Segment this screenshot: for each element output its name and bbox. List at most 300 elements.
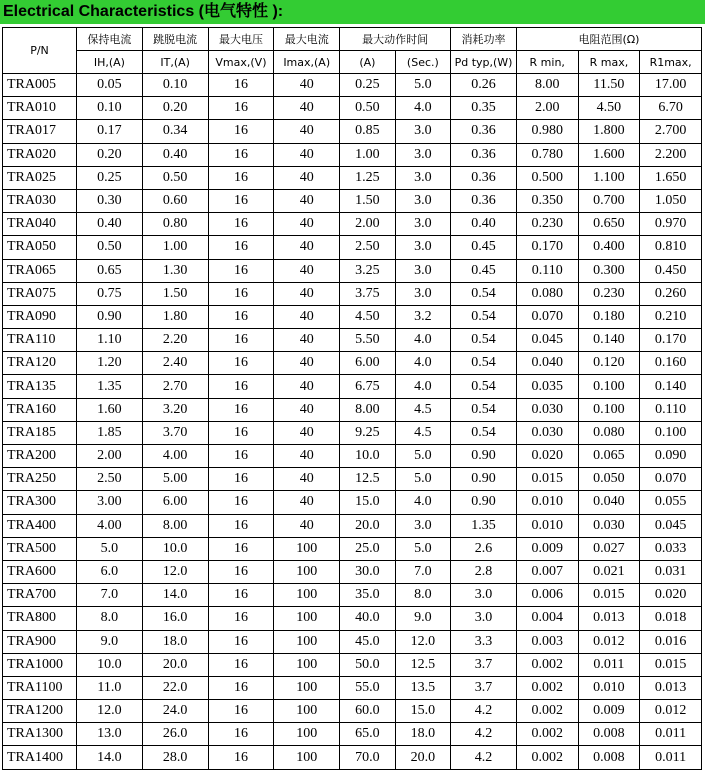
header-unit-trip-seconds: (Sec.) <box>395 51 451 74</box>
table-cell: 20.0 <box>395 746 451 769</box>
table-cell: 0.36 <box>451 189 517 212</box>
table-cell: 1.60 <box>77 398 143 421</box>
table-cell: 16 <box>208 213 274 236</box>
table-cell: 0.54 <box>451 305 517 328</box>
table-row <box>3 723 702 746</box>
part-number-cell: TRA020 <box>3 143 77 166</box>
table-cell: 4.50 <box>578 97 640 120</box>
table-cell: 1.25 <box>340 166 396 189</box>
table-cell: 0.012 <box>640 700 702 723</box>
table-cell: 11.0 <box>77 676 143 699</box>
table-cell: 5.0 <box>395 468 451 491</box>
table-cell: 0.010 <box>516 491 578 514</box>
table-cell: 15.0 <box>395 700 451 723</box>
table-cell: 16 <box>208 305 274 328</box>
header-max-voltage: 最大电压 <box>208 28 274 51</box>
table-cell: 13.5 <box>395 676 451 699</box>
header-unit-trip-current: (A) <box>340 51 396 74</box>
table-cell: 70.0 <box>340 746 396 769</box>
table-cell: 4.0 <box>395 97 451 120</box>
header-pn: P/N <box>3 28 77 74</box>
table-cell: 3.0 <box>395 166 451 189</box>
table-cell: 14.0 <box>142 584 208 607</box>
table-cell: 16 <box>208 352 274 375</box>
table-cell: 0.100 <box>578 398 640 421</box>
part-number-cell: TRA120 <box>3 352 77 375</box>
part-number-cell: TRA090 <box>3 305 77 328</box>
part-number-cell: TRA005 <box>3 74 77 97</box>
table-cell: 100 <box>274 746 340 769</box>
table-cell: 40 <box>274 97 340 120</box>
table-cell: 16 <box>208 537 274 560</box>
table-row <box>3 514 702 537</box>
header-power-dissipation: 消耗功率 <box>451 28 517 51</box>
table-cell: 2.70 <box>142 375 208 398</box>
table-cell: 2.6 <box>451 537 517 560</box>
table-cell: 10.0 <box>77 653 143 676</box>
table-cell: 0.85 <box>340 120 396 143</box>
table-cell: 0.54 <box>451 375 517 398</box>
table-cell: 0.60 <box>142 189 208 212</box>
part-number-cell: TRA010 <box>3 97 77 120</box>
table-cell: 3.0 <box>395 143 451 166</box>
table-cell: 15.0 <box>340 491 396 514</box>
table-cell: 0.018 <box>640 607 702 630</box>
table-cell: 8.0 <box>77 607 143 630</box>
table-cell: 1.10 <box>77 329 143 352</box>
table-cell: 0.100 <box>578 375 640 398</box>
table-row <box>3 143 702 166</box>
table-row <box>3 329 702 352</box>
table-cell: 17.00 <box>640 74 702 97</box>
table-cell: 0.065 <box>578 445 640 468</box>
table-row <box>3 421 702 444</box>
table-cell: 100 <box>274 630 340 653</box>
table-cell: 16 <box>208 329 274 352</box>
table-cell: 3.0 <box>395 282 451 305</box>
table-cell: 0.030 <box>516 398 578 421</box>
table-cell: 0.013 <box>578 607 640 630</box>
table-cell: 0.003 <box>516 630 578 653</box>
table-cell: 0.40 <box>451 213 517 236</box>
table-cell: 16 <box>208 468 274 491</box>
table-cell: 40 <box>274 375 340 398</box>
table-row <box>3 468 702 491</box>
table-row <box>3 607 702 630</box>
table-cell: 0.54 <box>451 282 517 305</box>
header-holding-current: 保持电流 <box>77 28 143 51</box>
table-cell: 0.90 <box>451 468 517 491</box>
table-cell: 0.300 <box>578 259 640 282</box>
table-cell: 40 <box>274 189 340 212</box>
table-cell: 0.40 <box>77 213 143 236</box>
table-cell: 0.25 <box>340 74 396 97</box>
table-cell: 5.00 <box>142 468 208 491</box>
table-cell: 24.0 <box>142 700 208 723</box>
part-number-cell: TRA800 <box>3 607 77 630</box>
table-cell: 16 <box>208 259 274 282</box>
table-cell: 0.011 <box>640 746 702 769</box>
table-cell: 0.30 <box>77 189 143 212</box>
table-cell: 35.0 <box>340 584 396 607</box>
table-cell: 0.50 <box>340 97 396 120</box>
table-cell: 0.180 <box>578 305 640 328</box>
table-cell: 3.0 <box>395 120 451 143</box>
part-number-cell: TRA1100 <box>3 676 77 699</box>
header-max-trip-time: 最大动作时间 <box>340 28 451 51</box>
table-cell: 10.0 <box>142 537 208 560</box>
table-cell: 16 <box>208 74 274 97</box>
table-cell: 0.210 <box>640 305 702 328</box>
table-cell: 16 <box>208 398 274 421</box>
table-cell: 4.0 <box>395 375 451 398</box>
table-row <box>3 74 702 97</box>
table-cell: 12.0 <box>395 630 451 653</box>
table-cell: 3.25 <box>340 259 396 282</box>
table-cell: 16 <box>208 723 274 746</box>
table-cell: 40.0 <box>340 607 396 630</box>
table-cell: 0.10 <box>142 74 208 97</box>
table-cell: 0.980 <box>516 120 578 143</box>
table-cell: 0.26 <box>451 74 517 97</box>
table-cell: 0.17 <box>77 120 143 143</box>
table-cell: 2.50 <box>340 236 396 259</box>
table-cell: 16.0 <box>142 607 208 630</box>
table-row <box>3 352 702 375</box>
table-cell: 0.013 <box>640 676 702 699</box>
table-cell: 1.050 <box>640 189 702 212</box>
table-row <box>3 189 702 212</box>
table-cell: 0.002 <box>516 676 578 699</box>
table-cell: 1.50 <box>142 282 208 305</box>
table-cell: 16 <box>208 560 274 583</box>
part-number-cell: TRA017 <box>3 120 77 143</box>
table-cell: 40 <box>274 259 340 282</box>
table-cell: 18.0 <box>142 630 208 653</box>
table-cell: 8.00 <box>516 74 578 97</box>
table-cell: 4.00 <box>77 514 143 537</box>
part-number-cell: TRA135 <box>3 375 77 398</box>
table-cell: 1.85 <box>77 421 143 444</box>
table-cell: 0.002 <box>516 653 578 676</box>
table-cell: 40 <box>274 514 340 537</box>
table-cell: 0.010 <box>516 514 578 537</box>
table-cell: 28.0 <box>142 746 208 769</box>
table-cell: 2.40 <box>142 352 208 375</box>
table-cell: 3.0 <box>451 584 517 607</box>
part-number-cell: TRA110 <box>3 329 77 352</box>
table-cell: 0.140 <box>640 375 702 398</box>
table-row <box>3 375 702 398</box>
table-cell: 9.0 <box>77 630 143 653</box>
table-cell: 3.20 <box>142 398 208 421</box>
table-cell: 0.75 <box>77 282 143 305</box>
table-cell: 10.0 <box>340 445 396 468</box>
table-cell: 0.450 <box>640 259 702 282</box>
table-cell: 0.54 <box>451 329 517 352</box>
table-cell: 16 <box>208 282 274 305</box>
header-unit-rmin: R min, <box>516 51 578 74</box>
table-row <box>3 491 702 514</box>
part-number-cell: TRA160 <box>3 398 77 421</box>
table-row <box>3 630 702 653</box>
table-row <box>3 445 702 468</box>
table-cell: 0.810 <box>640 236 702 259</box>
table-cell: 0.40 <box>142 143 208 166</box>
table-cell: 3.7 <box>451 676 517 699</box>
table-cell: 100 <box>274 723 340 746</box>
table-row <box>3 746 702 769</box>
table-row <box>3 166 702 189</box>
table-cell: 1.00 <box>340 143 396 166</box>
part-number-cell: TRA075 <box>3 282 77 305</box>
part-number-cell: TRA200 <box>3 445 77 468</box>
table-cell: 6.00 <box>142 491 208 514</box>
table-cell: 14.0 <box>77 746 143 769</box>
table-cell: 0.780 <box>516 143 578 166</box>
table-cell: 0.035 <box>516 375 578 398</box>
table-cell: 0.120 <box>578 352 640 375</box>
table-cell: 16 <box>208 236 274 259</box>
table-row <box>3 537 702 560</box>
table-cell: 100 <box>274 537 340 560</box>
table-cell: 12.0 <box>77 700 143 723</box>
table-cell: 4.0 <box>395 491 451 514</box>
table-cell: 0.160 <box>640 352 702 375</box>
table-cell: 0.230 <box>516 213 578 236</box>
table-cell: 1.00 <box>142 236 208 259</box>
table-row <box>3 259 702 282</box>
table-cell: 1.30 <box>142 259 208 282</box>
table-cell: 16 <box>208 375 274 398</box>
table-cell: 0.004 <box>516 607 578 630</box>
table-cell: 16 <box>208 653 274 676</box>
table-row <box>3 97 702 120</box>
table-cell: 0.400 <box>578 236 640 259</box>
table-cell: 100 <box>274 584 340 607</box>
table-cell: 0.34 <box>142 120 208 143</box>
table-cell: 0.008 <box>578 723 640 746</box>
table-row <box>3 120 702 143</box>
table-cell: 6.70 <box>640 97 702 120</box>
table-cell: 1.80 <box>142 305 208 328</box>
table-cell: 3.0 <box>451 607 517 630</box>
table-cell: 0.010 <box>578 676 640 699</box>
table-cell: 0.027 <box>578 537 640 560</box>
table-cell: 2.8 <box>451 560 517 583</box>
table-cell: 5.0 <box>395 74 451 97</box>
table-cell: 40 <box>274 468 340 491</box>
table-cell: 0.020 <box>640 584 702 607</box>
table-cell: 3.0 <box>395 514 451 537</box>
part-number-cell: TRA700 <box>3 584 77 607</box>
part-number-cell: TRA600 <box>3 560 77 583</box>
table-cell: 20.0 <box>142 653 208 676</box>
table-cell: 60.0 <box>340 700 396 723</box>
table-cell: 0.35 <box>451 97 517 120</box>
part-number-cell: TRA1300 <box>3 723 77 746</box>
table-row <box>3 700 702 723</box>
table-cell: 0.045 <box>640 514 702 537</box>
table-cell: 0.020 <box>516 445 578 468</box>
table-cell: 0.110 <box>640 398 702 421</box>
table-cell: 0.070 <box>640 468 702 491</box>
table-cell: 3.0 <box>395 236 451 259</box>
table-cell: 40 <box>274 236 340 259</box>
table-row <box>3 213 702 236</box>
part-number-cell: TRA050 <box>3 236 77 259</box>
table-cell: 3.0 <box>395 213 451 236</box>
table-cell: 3.75 <box>340 282 396 305</box>
table-cell: 0.54 <box>451 398 517 421</box>
electrical-characteristics-table <box>2 27 702 770</box>
table-row <box>3 305 702 328</box>
table-cell: 0.65 <box>77 259 143 282</box>
header-unit-ih: IH,(A) <box>77 51 143 74</box>
table-cell: 40 <box>274 120 340 143</box>
header-unit-rmax: R max, <box>578 51 640 74</box>
header-unit-vmax: Vmax,(V) <box>208 51 274 74</box>
table-row <box>3 560 702 583</box>
table-body <box>3 74 702 770</box>
table-cell: 0.36 <box>451 166 517 189</box>
table-cell: 16 <box>208 584 274 607</box>
header-unit-r1max: R1max, <box>640 51 702 74</box>
table-cell: 4.2 <box>451 700 517 723</box>
table-cell: 0.007 <box>516 560 578 583</box>
table-cell: 2.20 <box>142 329 208 352</box>
header-resistance-range: 电阻范围(Ω) <box>516 28 701 51</box>
table-cell: 0.090 <box>640 445 702 468</box>
table-cell: 0.030 <box>516 421 578 444</box>
header-unit-pd: Pd typ,(W) <box>451 51 517 74</box>
table-cell: 40 <box>274 166 340 189</box>
table-cell: 5.0 <box>395 445 451 468</box>
table-cell: 0.110 <box>516 259 578 282</box>
table-cell: 0.033 <box>640 537 702 560</box>
table-cell: 100 <box>274 653 340 676</box>
table-cell: 0.050 <box>578 468 640 491</box>
table-cell: 0.030 <box>578 514 640 537</box>
table-cell: 0.36 <box>451 120 517 143</box>
table-cell: 12.5 <box>340 468 396 491</box>
table-cell: 50.0 <box>340 653 396 676</box>
table-cell: 6.0 <box>77 560 143 583</box>
table-cell: 1.50 <box>340 189 396 212</box>
table-cell: 0.54 <box>451 352 517 375</box>
table-cell: 0.970 <box>640 213 702 236</box>
table-cell: 0.008 <box>578 746 640 769</box>
table-cell: 40 <box>274 329 340 352</box>
table-cell: 4.5 <box>395 421 451 444</box>
table-cell: 0.90 <box>451 445 517 468</box>
table-cell: 0.080 <box>578 421 640 444</box>
table-cell: 7.0 <box>395 560 451 583</box>
table-cell: 100 <box>274 676 340 699</box>
table-cell: 0.90 <box>77 305 143 328</box>
table-cell: 0.170 <box>640 329 702 352</box>
table-cell: 40 <box>274 213 340 236</box>
table-cell: 8.00 <box>142 514 208 537</box>
table-cell: 0.650 <box>578 213 640 236</box>
table-row <box>3 676 702 699</box>
table-cell: 3.0 <box>395 189 451 212</box>
table-cell: 3.3 <box>451 630 517 653</box>
table-cell: 16 <box>208 120 274 143</box>
table-cell: 3.7 <box>451 653 517 676</box>
table-cell: 16 <box>208 189 274 212</box>
section-title: Electrical Characteristics (电气特性 ): <box>0 0 705 24</box>
table-cell: 0.011 <box>578 653 640 676</box>
table-cell: 3.0 <box>395 259 451 282</box>
table-cell: 0.80 <box>142 213 208 236</box>
table-cell: 16 <box>208 491 274 514</box>
table-cell: 16 <box>208 143 274 166</box>
table-cell: 0.700 <box>578 189 640 212</box>
table-cell: 0.10 <box>77 97 143 120</box>
table-cell: 1.100 <box>578 166 640 189</box>
table-cell: 0.040 <box>516 352 578 375</box>
table-cell: 65.0 <box>340 723 396 746</box>
table-cell: 1.600 <box>578 143 640 166</box>
table-cell: 0.05 <box>77 74 143 97</box>
table-cell: 0.009 <box>516 537 578 560</box>
table-cell: 9.0 <box>395 607 451 630</box>
table-cell: 4.50 <box>340 305 396 328</box>
table-cell: 0.031 <box>640 560 702 583</box>
table-cell: 20.0 <box>340 514 396 537</box>
table-cell: 0.20 <box>77 143 143 166</box>
table-cell: 4.2 <box>451 723 517 746</box>
table-cell: 16 <box>208 514 274 537</box>
table-cell: 0.170 <box>516 236 578 259</box>
table-cell: 0.012 <box>578 630 640 653</box>
table-cell: 4.5 <box>395 398 451 421</box>
table-cell: 40 <box>274 143 340 166</box>
part-number-cell: TRA300 <box>3 491 77 514</box>
table-cell: 40 <box>274 398 340 421</box>
table-cell: 13.0 <box>77 723 143 746</box>
table-cell: 0.009 <box>578 700 640 723</box>
table-cell: 1.35 <box>77 375 143 398</box>
table-cell: 22.0 <box>142 676 208 699</box>
table-cell: 40 <box>274 282 340 305</box>
part-number-cell: TRA040 <box>3 213 77 236</box>
table-cell: 0.36 <box>451 143 517 166</box>
table-cell: 45.0 <box>340 630 396 653</box>
part-number-cell: TRA065 <box>3 259 77 282</box>
table-cell: 0.011 <box>640 723 702 746</box>
table-cell: 2.00 <box>77 445 143 468</box>
table-cell: 40 <box>274 421 340 444</box>
table-header <box>3 28 702 74</box>
table-cell: 100 <box>274 607 340 630</box>
table-cell: 40 <box>274 352 340 375</box>
table-cell: 16 <box>208 445 274 468</box>
table-cell: 16 <box>208 700 274 723</box>
part-number-cell: TRA500 <box>3 537 77 560</box>
table-cell: 1.20 <box>77 352 143 375</box>
table-cell: 16 <box>208 676 274 699</box>
table-cell: 0.50 <box>142 166 208 189</box>
table-cell: 16 <box>208 607 274 630</box>
part-number-cell: TRA025 <box>3 166 77 189</box>
table-cell: 3.00 <box>77 491 143 514</box>
table-cell: 16 <box>208 97 274 120</box>
part-number-cell: TRA1000 <box>3 653 77 676</box>
table-cell: 6.75 <box>340 375 396 398</box>
table-cell: 18.0 <box>395 723 451 746</box>
